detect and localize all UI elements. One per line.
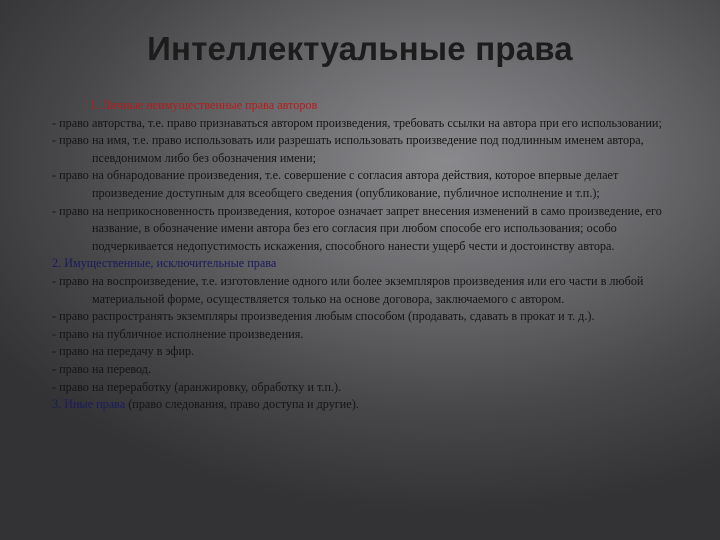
slide-content <box>52 97 680 414</box>
section-2-item-reproduction: - право на воспроизведение, т.е. изготовление одного или более экземпляров произведения или его части в любой материальной форме, осуществляется только на основе договора, заключаемого с автором. <box>52 273 644 306</box>
section-2-item-translation: - право на перевод. <box>52 361 152 376</box>
section-1-item-name: - право на имя, т.е. право использовать или разрешать использовать произведение под подлинным именем автора, псевдонимом либо без обозначения имени; <box>52 133 644 165</box>
section-2-item-broadcast: - право на передачу в эфир. <box>52 344 195 359</box>
section-3-heading: 3. Иные права <box>52 397 126 412</box>
section-1-heading: 1. Личные неимущественные права авторов <box>90 98 318 112</box>
section-3-paragraph <box>52 396 680 414</box>
section-2-item-adaptation: - право на переработку (аранжировку, обработку и т.п.). <box>52 379 342 394</box>
section-1-item-publication: - право на обнародование произведения, т.е. совершение с согласия автора действия, которое впервые делает произведение доступным для всеобщего сведения (опубликование, публичное исполнение и т.п.); <box>52 168 619 200</box>
section-2-item-distribution: - право распространять экземпляры произведения любым способом (продавать, сдавать в прокат и т. д.). <box>52 309 595 324</box>
section-3-text: (право следования, право доступа и другие). <box>125 397 359 412</box>
section-1-item-authorship: - право авторства, т.е. право признаваться автором произведения, требовать ссылки на автора при его использовании; <box>52 115 662 130</box>
slide-title: Интеллектуальные права <box>147 30 573 67</box>
section-2-heading: 2. Имущественные, исключительные права <box>52 256 277 271</box>
section-2-item-performance: - право на публичное исполнение произведения. <box>52 326 304 341</box>
section-1-item-integrity: - право на неприкосновенность произведения, которое означает запрет внесения изменений в само произведение, его название, в обозначение имени автора без его согласия при любом способе его использования; особо подчеркивается недопустимость искажения, способного нанести ущерб чести и достоинству автора. <box>52 203 662 253</box>
